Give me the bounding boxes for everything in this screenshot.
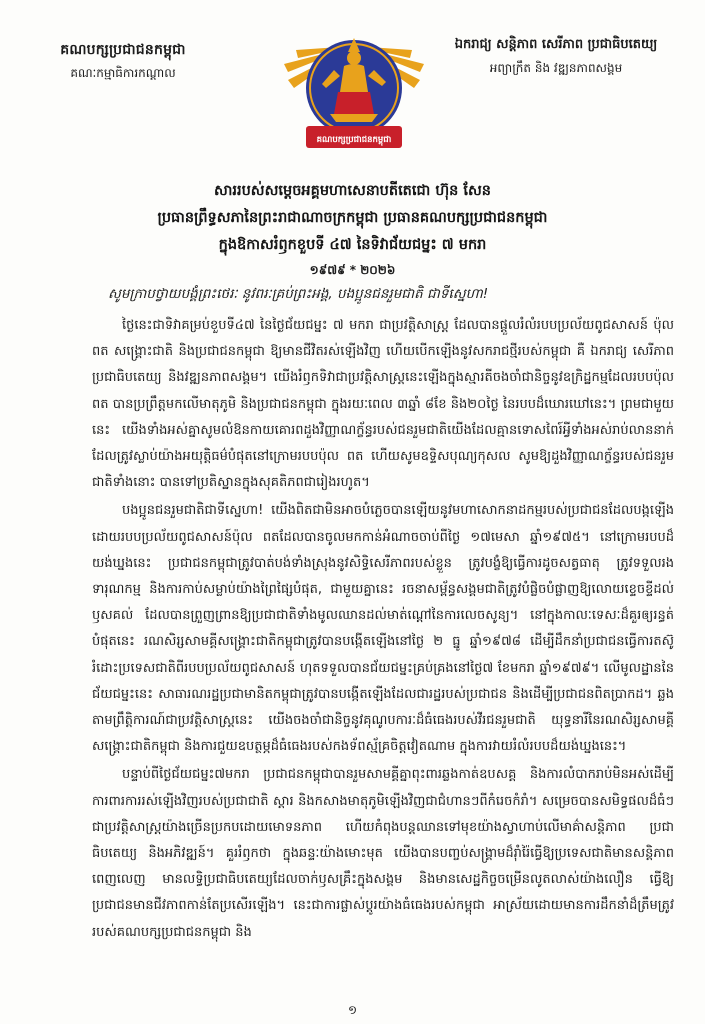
motto-line-2: អព្យាក្រឹត និង វឌ្ឍនភាពសង្គម <box>489 61 623 75</box>
motto-line-1: ឯករាជ្យ សន្តិភាព សេរីភាព ប្រជាធិបតេយ្យ <box>454 37 658 52</box>
message-title-line-3: ក្នុងឱកាសរំឭកខួបទី ៤៧ នៃទិវាជ័យជម្នះ ៧ មករា <box>218 237 487 253</box>
committee-name: គណៈកម្មាធិការកណ្តាល <box>70 66 176 80</box>
party-header <box>18 40 228 83</box>
party-name: គណបក្សប្រជាជនកម្ពុជា <box>60 42 186 58</box>
greeting: សូមក្រាបថ្វាយបង្គំព្រះថេរៈ នូវពរៈគ្រប់ព្រះអង្គ, បងប្អូនជនរួមជាតិ ជាទីស្នេហា! <box>108 286 489 302</box>
message-body <box>92 313 674 948</box>
message-title-line-2: ប្រធានព្រឹទ្ធសភានៃព្រះរាជាណាចក្រកម្ពុជា ប្រធានគណបក្សប្រជាជនកម្ពុជា <box>157 210 548 226</box>
message-title-line-1: សាររបស់សម្តេចអគ្គមហាសេនាបតីតេជោ ហ៊ុន សែន <box>213 183 491 199</box>
party-logo <box>274 18 434 158</box>
page-number: ១ <box>347 1003 358 1017</box>
paragraph-2: បងប្អូនជនរួមជាតិជាទីស្នេហា! យើងពិតជាមិនអាចបំភ្លេចបានឡើយនូវមហាសោកនាដកម្មរបស់ប្រជាជនដែលបង្កឡើងដោយរបបប្រល័យពូជសាសន៍ប៉ុល ពតដែលបានចូលមកកាន់អំណាចចាប់ពីថ្ងៃ ១៧មេសា ឆ្នាំ១៩៧៥។ នៅក្រោមរបបដ៏យង់ឃ្នងនេះ ប្រជាជនកម្ពុជាត្រូវបាត់បង់ទាំងស្រុងនូវសិទ្ធិសេរីភាពរបស់ខ្លួន ត្រូវបង្ខំឱ្យធ្វើការដូចសត្វធាតុ ត្រូវទទួលរងទារុណកម្ម និងការកាប់សម្លាប់យ៉ាងព្រៃផ្សៃបំផុត, ជាមួយគ្នានេះ រចនាសម្ព័ន្ធសង្គមជាតិត្រូវបំផ្លិចបំផ្លាញឱ្យលោយខ្ទេចខ្ទីដល់ឫសគល់ ដែលបានព្រួញព្រានឱ្យប្រជាជាតិទាំងមូលឈានដល់មាត់ណ្តៅនៃការលេចសូន្យ។ នៅក្នុងកាលៈទេសៈដ៏គួរឲ្យរន្ធត់បំផុតនេះ រណសិរ្សសាមគ្គីសង្គ្រោះជាតិកម្ពុជាត្រូវបានបង្កើតឡើងនៅថ្ងៃ ២ ធ្នូ ឆ្នាំ១៩៧៨ ដើម្បីដឹកនាំប្រជាជនធ្វើការតស៊ូរំដោះប្រទេសជាតិពីរបបប្រល័យពូជសាសន៍ ហុតទទួលបានជ័យជម្នះគ្រប់គ្រងនៅថ្ងៃ៧ ខែមករា ឆ្នាំ១៩៧៩។ លើមូលដ្ឋាននៃជ័យជម្នះនេះ សាធារណរដ្ឋប្រជាមានិតកម្ពុជាត្រូវបានបង្កើតឡើងដែលជារដ្ឋរបស់ប្រជាជន និងដើម្បីប្រជាជនពិតប្រាកដ។ ឆ្លងតាមព្រឹត្តិការណ៍ជាប្រវត្តិសាស្ត្រនេះ យើងចងចាំជានិច្ចនូវគុណូបការៈដ៏ធំធេងរបស់វីរជនរួមជាតិ យុទ្ធនារីនៃរណសិរ្សសាមគ្គីសង្គ្រោះជាតិកម្ពុជា និងការជួយឧបត្ថម្ភដ៏ធំធេងរបស់កងទ័ពស្ម័គ្រចិត្តវៀតណាម ក្នុងការវាយរំលំរបបដ៏យង់ឃ្នងនេះ។ <box>92 503 674 755</box>
logo-text: គណបក្សប្រជាជនកម្ពុជា <box>316 135 392 145</box>
paragraph-3: បន្ទាប់ពីថ្ងៃជ័យជម្នះ៧មករា ប្រជាជនកម្ពុជាបានរួមសាមគ្គីគ្នាពុះពារឆ្លងកាត់ឧបសគ្គ និងការលំបាករាប់មិនអស់ដើម្បីការពារការរស់ឡើងវិញរបស់ប្រជាជាតិ ស្តារ និងកសាងមាតុភូមិឡើងវិញជាជំហានៗពីកំរេចកំរាំ។ សម្រេចបានសមិទ្ធផលដ៏ធំៗជាប្រវត្តិសាស្ត្រយ៉ាងច្រើនប្រកបដោយមោទនភាព ហើយកំពុងបន្តឈានទៅមុខយ៉ាងស្វាហាប់លើមាគ៌ាសន្តិភាព ប្រជាធិបតេយ្យ និងអភិវឌ្ឍន៍។ គួររំឭកថា ក្នុងឆន្ទៈយ៉ាងមោះមុត យើងបានបញ្ចប់សង្គ្រាមដ៏រ៉ាំរ៉ៃធ្វើឱ្យប្រទេសជាតិមានសន្តិភាពពេញលេញ មានលទ្ធិប្រជាធិបតេយ្យដែលចាក់ឫសគ្រឹះក្នុងសង្គម និងមានសេដ្ឋកិច្ចចម្រើនលូតលាស់យ៉ាងលឿន ធ្វើឱ្យប្រជាជនមានជីវភាពកាន់តែប្រសើរឡើង។ នេះជាការផ្លាស់ប្តូរយ៉ាងធំធេងរបស់កម្ពុជា អាស្រ័យដោយមានការដឹកនាំដ៏ត្រឹមត្រូវរបស់គណបក្សប្រជាជនកម្ពុជា និង <box>92 767 674 940</box>
date-range: ១៩៧៩ * ២០២៦ <box>309 263 396 277</box>
national-motto <box>421 36 691 78</box>
paragraph-1: ថ្ងៃនេះជាទិវាគម្រប់ខួបទី៤៧ នៃថ្ងៃជ័យជម្នះ ៧ មករា ជាប្រវត្តិសាស្ត្រ ដែលបានផ្តួលរំលំរបបប្រល័យពូជសាសន៍ ប៉ុល ពត សង្គ្រោះជាតិ និងប្រជាជនកម្ពុជា ឱ្យមានជីវិតរស់ឡើងវិញ ហើយបើកឡើងនូវសករាជថ្មីរបស់កម្ពុជា គឺ ឯករាជ្យ សេរីភាព ប្រជាធិបតេយ្យ និងវឌ្ឍនភាពសង្គម។ យើងរំឭកទិវាជាប្រវត្តិសាស្ត្រនេះឡើងក្នុងស្មារតីចងចាំជានិច្ចនូវឧក្រិដ្ឋកម្មដែលរបបប៉ុល ពត បានប្រព្រឹត្តមកលើមាតុភូមិ និងប្រជាជនកម្ពុជា ក្នុងរយៈពេល ៣ឆ្នាំ ៨ខែ និង២០ថ្ងៃ នៃរបបដ៏ឃោរឃៅនេះ។ ព្រមជាមួយនេះ យើងទាំងអស់គ្នាសូមលំឱនកាយគោរពដួងវិញ្ញាណក្ខ័ន្ធរបស់ជនរួមជាតិយើងដែលគ្មានទោសពៃរ៍អ្វីទាំងអស់រាប់លាននាក់ដែលត្រូវស្លាប់យ៉ាងអយុត្តិធម៌បំផុតនៅក្រោមរបបប៉ុល ពត ហើយសូមឧទ្ទិសបុណ្យកុសល សូមឱ្យដួងវិញ្ញាណក្ខ័ន្ធរបស់ជនរួមជាតិទាំងនោះ បានទៅប្រតិស្ឋានក្នុងសុគតិភពជារៀងរហូត។ <box>92 318 674 491</box>
